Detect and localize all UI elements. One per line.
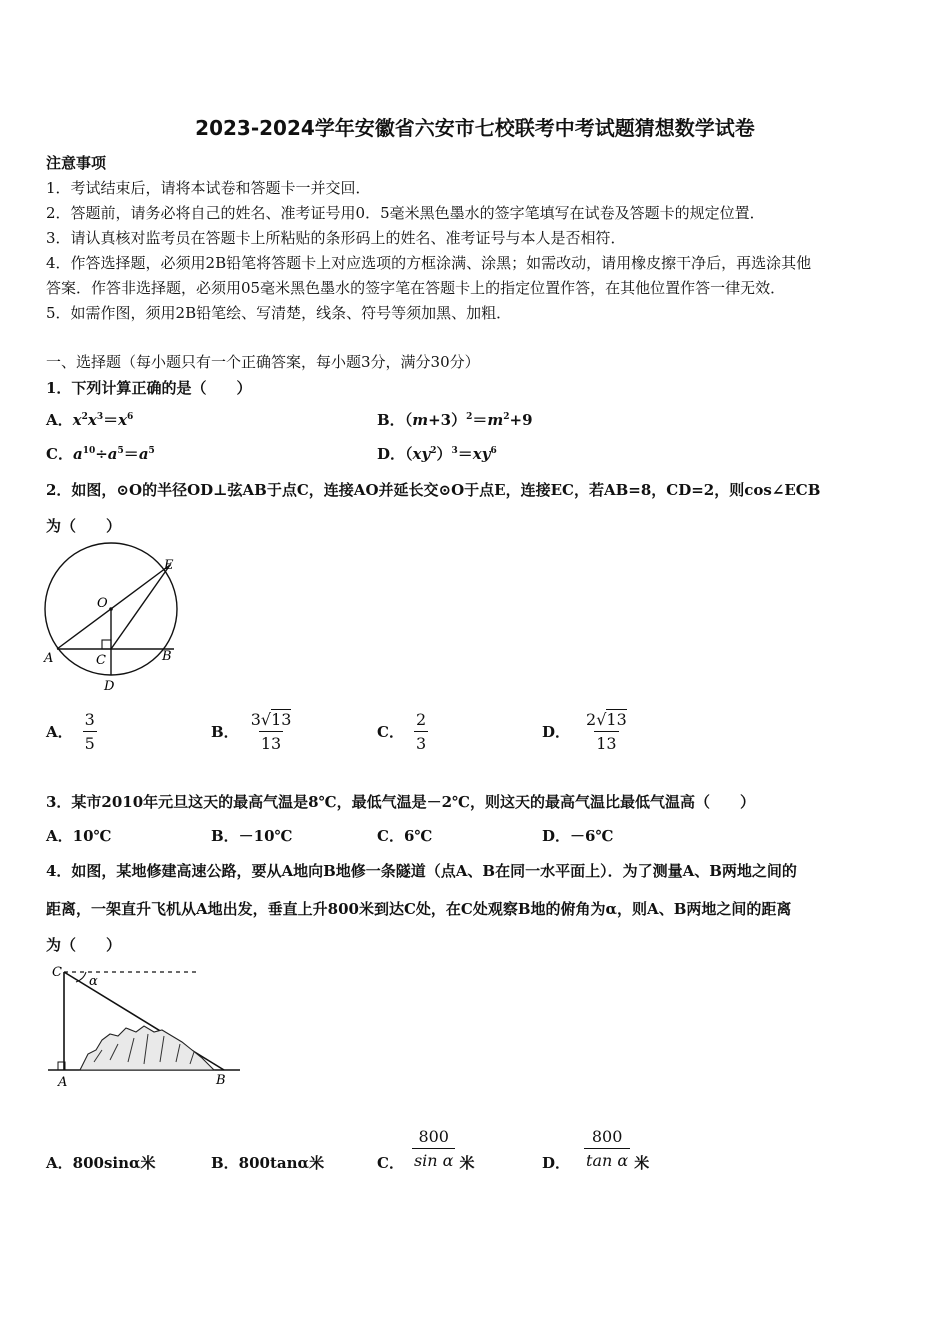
center-dot <box>109 607 113 611</box>
q1-option-a-expr: $x^2x^3=x^6$ <box>72 411 134 429</box>
note-item: 5．如需作图，须用2B铅笔绘、写清楚，线条、符号等须加黑、加粗． <box>46 304 512 322</box>
q4-option-a: A．800sinα米 <box>46 1154 156 1172</box>
q2-option-d-fraction <box>584 710 629 753</box>
q3-option-d: D．－6℃ <box>542 827 614 845</box>
q4-option-d-denominator: tan α <box>584 1148 630 1170</box>
q3-option-a: A．10℃ <box>46 827 112 845</box>
question-4-stem-line3: 为（ ） <box>46 936 122 954</box>
q4-option-c-numerator: 800 <box>418 1127 449 1146</box>
q2-option-b-label: B． <box>211 723 239 741</box>
section-heading: 一、选择题（每小题只有一个正确答案，每小题3分，满分30分） <box>46 353 480 371</box>
q2-option-c-numerator: 2 <box>415 710 427 729</box>
q2-option-b-denominator: 13 <box>259 731 283 753</box>
q4-option-c-label: C． <box>377 1154 404 1172</box>
q2-option-d-label: D． <box>542 723 571 741</box>
question-1-stem: 1．下列计算正确的是（ ） <box>46 379 252 397</box>
note-item: 3．请认真核对监考员在答题卡上所粘贴的条形码上的姓名、准考证号与本人是否相符． <box>46 229 626 247</box>
helicopter-tunnel-figure <box>44 962 244 1090</box>
q4-option-c-denominator: sin α <box>412 1148 456 1170</box>
page-title: 2023-2024学年安徽省六安市七校联考中考试题猜想数学试卷 <box>195 116 755 140</box>
q2-option-d-radicand: 13 <box>606 710 627 729</box>
q1-option-a-label: A． <box>46 411 73 429</box>
circle-chord-figure <box>40 540 190 695</box>
q1-option-d-label: D． <box>377 445 406 463</box>
notes-heading: 注意事项 <box>46 154 107 172</box>
q2-option-c-denominator: 3 <box>414 731 428 753</box>
q2-option-a-denominator: 5 <box>83 731 97 753</box>
q1-option-d-expr: $(xy^2)^3=xy^6$ <box>405 445 497 463</box>
q1-option-c-label: C． <box>46 445 73 463</box>
label-a: A <box>58 1075 68 1090</box>
q4-option-d-label: D． <box>542 1154 571 1172</box>
q2-option-d-coef: 2 <box>586 710 597 729</box>
q1-option-b <box>377 409 533 430</box>
q2-option-b-radicand: 13 <box>271 710 292 729</box>
label-o: O <box>97 596 108 611</box>
label-b: B <box>162 649 172 664</box>
q4-option-c <box>377 1124 475 1173</box>
line-ae <box>57 565 170 649</box>
q2-option-b-coef: 3 <box>250 710 261 729</box>
q2-option-a-label: A． <box>46 723 73 741</box>
q4-option-c-unit: 米 <box>459 1154 475 1172</box>
q2-option-c-label: C． <box>377 723 404 741</box>
q2-option-a-numerator: 3 <box>84 710 95 729</box>
note-item: 1．考试结束后，请将本试卷和答题卡一并交回． <box>46 179 371 197</box>
q1-option-c-expr: $a^{10}\div a^5=a^5$ <box>72 445 155 463</box>
sqrt-sign: √ <box>596 710 607 729</box>
q3-option-b: B．－10℃ <box>211 827 293 845</box>
label-alpha: α <box>89 974 98 989</box>
label-b: B <box>216 1073 226 1088</box>
q1-option-a <box>46 409 133 430</box>
label-c: C <box>96 653 106 668</box>
q4-option-d <box>542 1124 649 1173</box>
q2-option-c <box>377 710 428 753</box>
q2-option-c-fraction <box>414 710 428 753</box>
q3-option-c: C．6℃ <box>377 827 433 845</box>
q2-option-b-fraction <box>249 710 294 753</box>
question-2-stem-line2: 为（ ） <box>46 517 122 535</box>
note-item: 答案．作答非选择题，必须用05毫米黑色墨水的签字笔在答题卡上的指定位置作答，在其他位置作答一律无效． <box>46 279 786 297</box>
q1-option-b-label: B． <box>377 411 405 429</box>
q1-option-c <box>46 443 155 464</box>
note-item: 4．作答选择题，必须用2B铅笔将答题卡上对应选项的方框涂满、涂黑；如需改动，请用橡皮擦干净后，再选涂其他 <box>46 254 812 272</box>
q4-option-d-fraction <box>584 1127 630 1170</box>
q4-option-c-fraction <box>412 1127 456 1170</box>
q2-option-b <box>211 710 293 753</box>
q2-option-d <box>542 710 629 753</box>
right-angle-mark <box>102 640 111 649</box>
question-4-stem-line2: 距离，一架直升飞机从A地出发，垂直上升800米到达C处，在C处观察B地的俯角为α，则A、B两地之间的距离 <box>46 900 792 918</box>
sqrt-sign: √ <box>260 710 272 729</box>
q2-option-a <box>46 710 97 753</box>
label-d: D <box>104 679 115 694</box>
q1-option-d <box>377 443 497 464</box>
q1-option-b-expr: $(m+3)^2=m^2+9$ <box>404 411 533 429</box>
question-3-stem: 3．某市2010年元旦这天的最高气温是8℃，最低气温是－2℃，则这天的最高气温比最低气温高（ ） <box>46 793 756 811</box>
label-a: A <box>44 651 54 666</box>
mountain <box>80 1026 214 1070</box>
question-4-stem-line1: 4．如图，某地修建高速公路，要从A地向B地修一条隧道（点A、B在同一水平面上）．为了测量A、B两地之间的 <box>46 862 797 880</box>
q2-option-a-fraction <box>83 710 97 753</box>
label-c: C <box>52 965 62 980</box>
q4-option-b: B．800tanα米 <box>211 1154 325 1172</box>
question-2-stem-line1: 2．如图，⊙O的半径OD⊥弦AB于点C，连接AO并延长交⊙O于点E，连接EC，若AB=8，CD=2，则cos∠ECB <box>46 481 821 499</box>
q4-option-d-unit: 米 <box>634 1154 650 1172</box>
note-item: 2．答题前，请务必将自己的姓名、准考证号用0．5毫米黑色墨水的签字笔填写在试卷及答题卡的规定位置． <box>46 204 765 222</box>
label-e: E <box>164 558 174 573</box>
line-ec <box>111 565 170 649</box>
q4-option-d-numerator: 800 <box>591 1127 623 1146</box>
q2-option-d-denominator: 13 <box>594 731 618 753</box>
